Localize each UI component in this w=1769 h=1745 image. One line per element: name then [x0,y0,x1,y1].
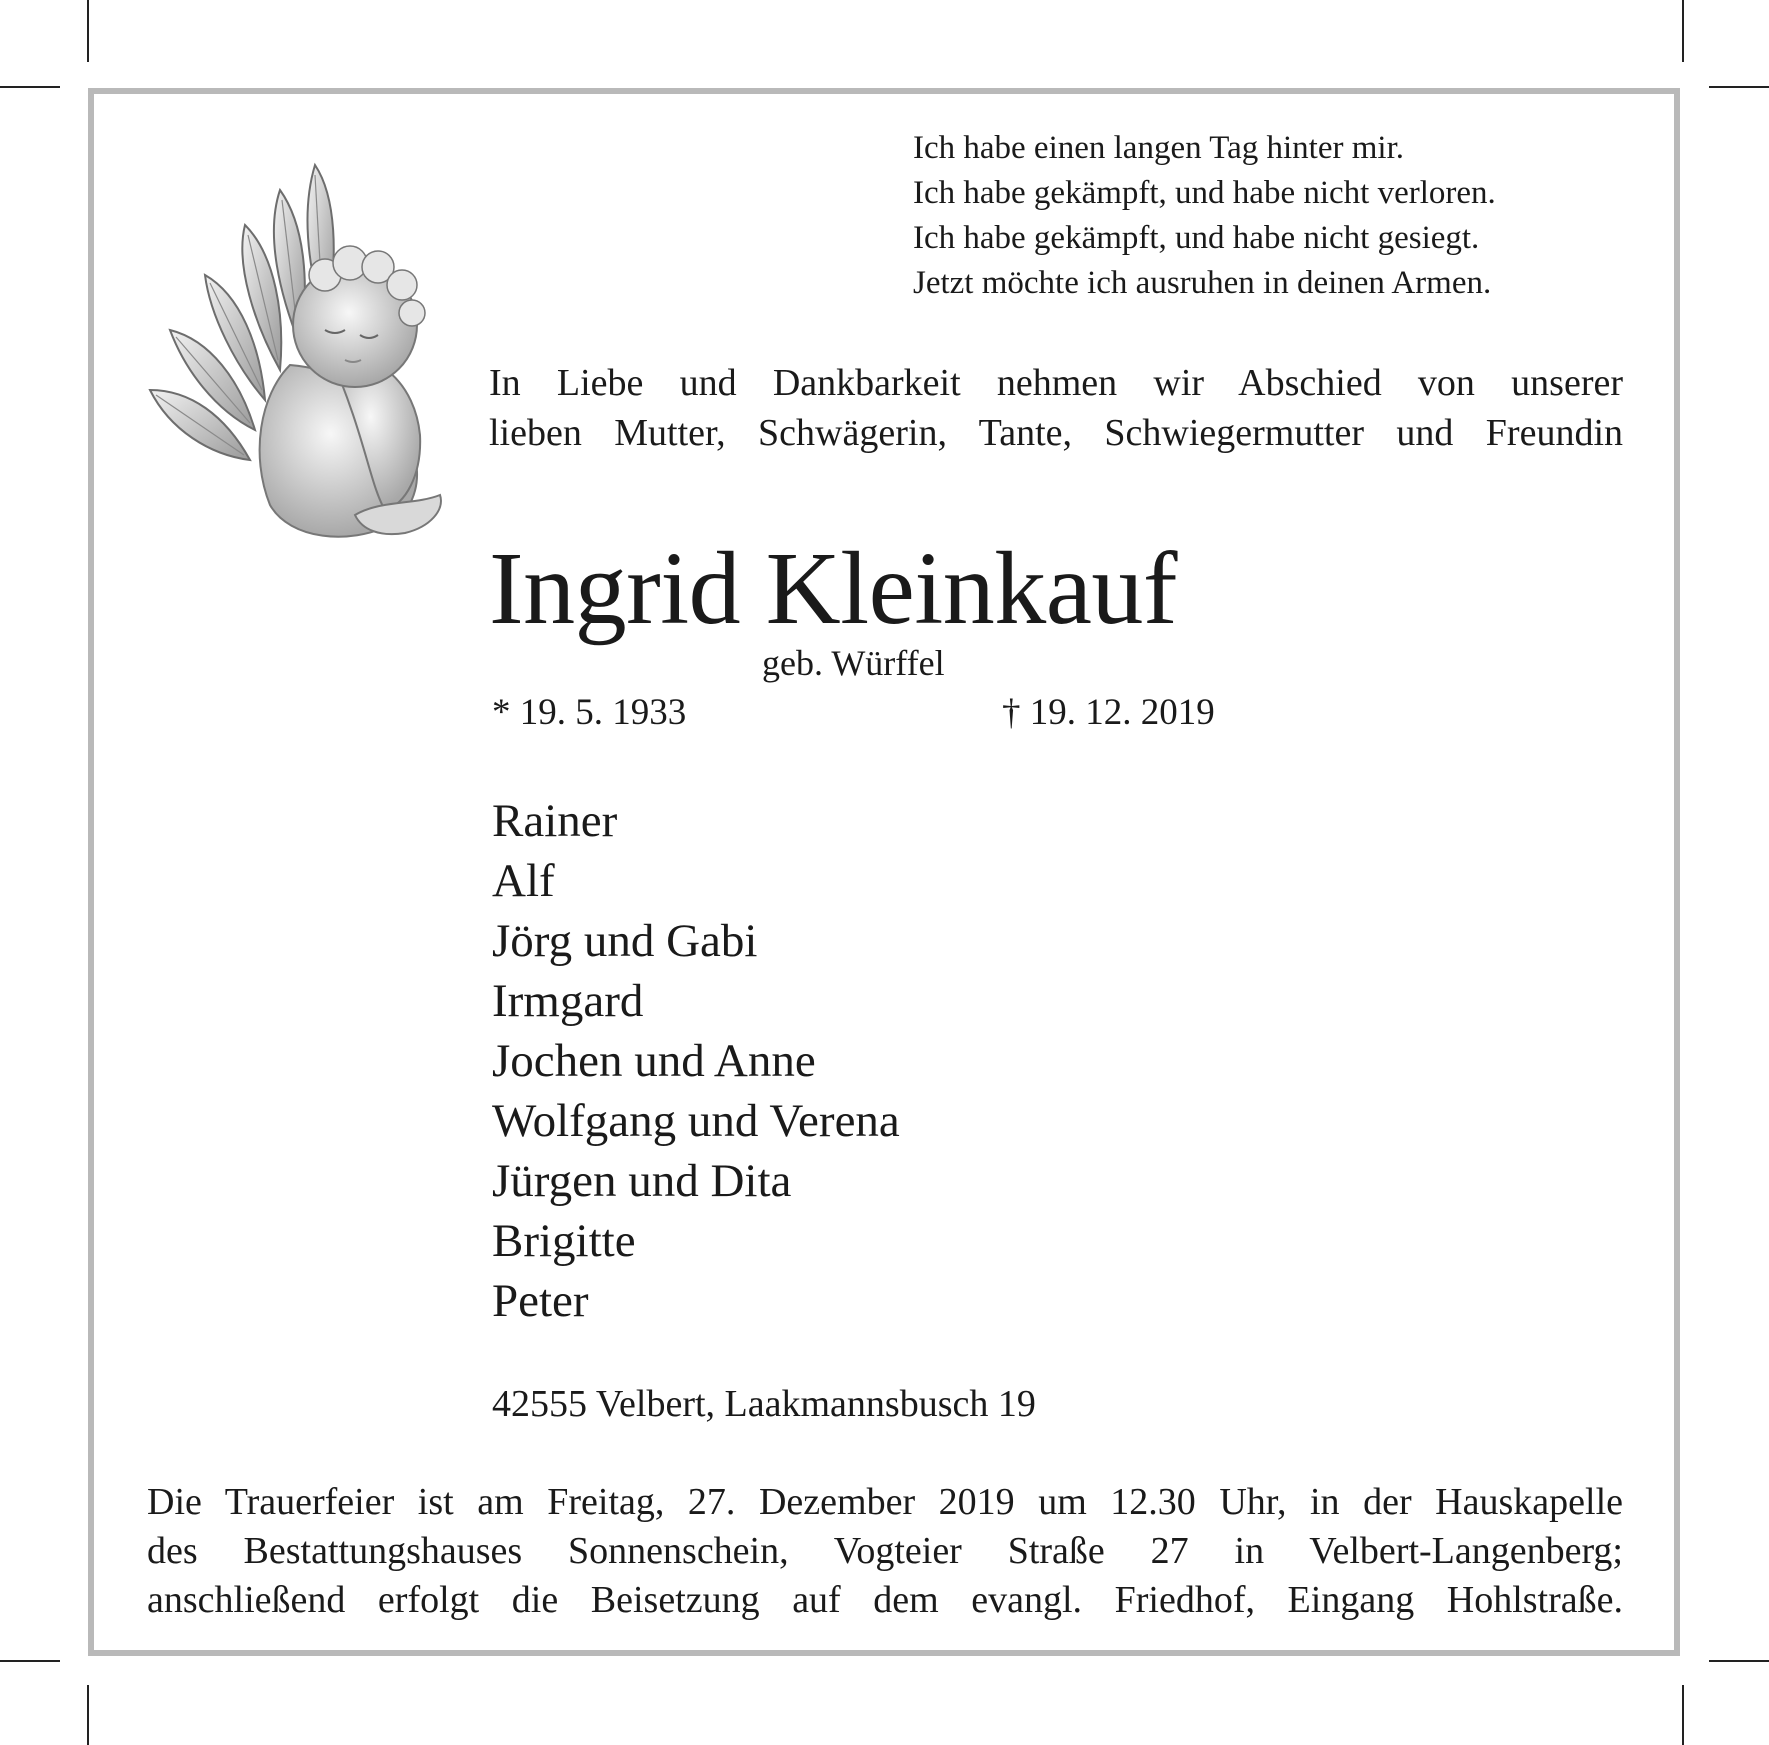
mourner-name: Jochen und Anne [492,1035,816,1087]
crop-mark [87,0,89,62]
funeral-line: des Bestattungshauses Sonnenschein, Vogteier Straße 27 in Velbert-Langenberg; [147,1530,1623,1572]
farewell-line: lieben Mutter, Schwägerin, Tante, Schwiegermutter und Freundin [489,412,1623,454]
farewell-text [489,358,1623,458]
crop-mark [1709,86,1769,88]
family-address: 42555 Velbert, Laakmannsbusch 19 [492,1383,1036,1425]
poem-line: Ich habe einen langen Tag hinter mir. [913,130,1404,166]
mourner-name: Alf [492,855,555,907]
mourner-name: Peter [492,1275,589,1327]
poem-line: Jetzt möchte ich ausruhen in deinen Armen. [913,265,1492,301]
birth-name: geb. Würffel [762,643,945,683]
farewell-line: In Liebe und Dankbarkeit nehmen wir Abschied von unserer [489,362,1623,404]
angel-icon [140,155,460,555]
funeral-line: anschließend erfolgt die Beisetzung auf dem evangl. Friedhof, Eingang Hohlstraße. [147,1579,1623,1621]
crop-mark [87,1685,89,1745]
crop-mark [0,86,60,88]
mourner-name: Jörg und Gabi [492,915,758,967]
mourner-name: Brigitte [492,1215,636,1267]
poem [913,126,1633,306]
poem-line: Ich habe gekämpft, und habe nicht verloren. [913,175,1496,211]
funeral-line: Die Trauerfeier ist am Freitag, 27. Dezember 2019 um 12.30 Uhr, in der Hauskapelle [147,1481,1623,1523]
mourner-name: Wolfgang und Verena [492,1095,900,1147]
mourner-name: Irmgard [492,975,644,1027]
mourner-name: Jürgen und Dita [492,1155,792,1207]
mourner-name: Rainer [492,795,618,847]
mourners-list [492,791,900,1331]
crop-mark [1709,1660,1769,1662]
funeral-info [147,1478,1623,1625]
deceased-name: Ingrid Kleinkauf [489,531,1178,646]
crop-mark [1682,0,1684,62]
birth-date: * 19. 5. 1933 [492,692,687,733]
crop-mark [1682,1685,1684,1745]
death-date: † 19. 12. 2019 [1002,692,1215,733]
poem-line: Ich habe gekämpft, und habe nicht gesiegt. [913,220,1480,256]
crop-mark [0,1660,60,1662]
